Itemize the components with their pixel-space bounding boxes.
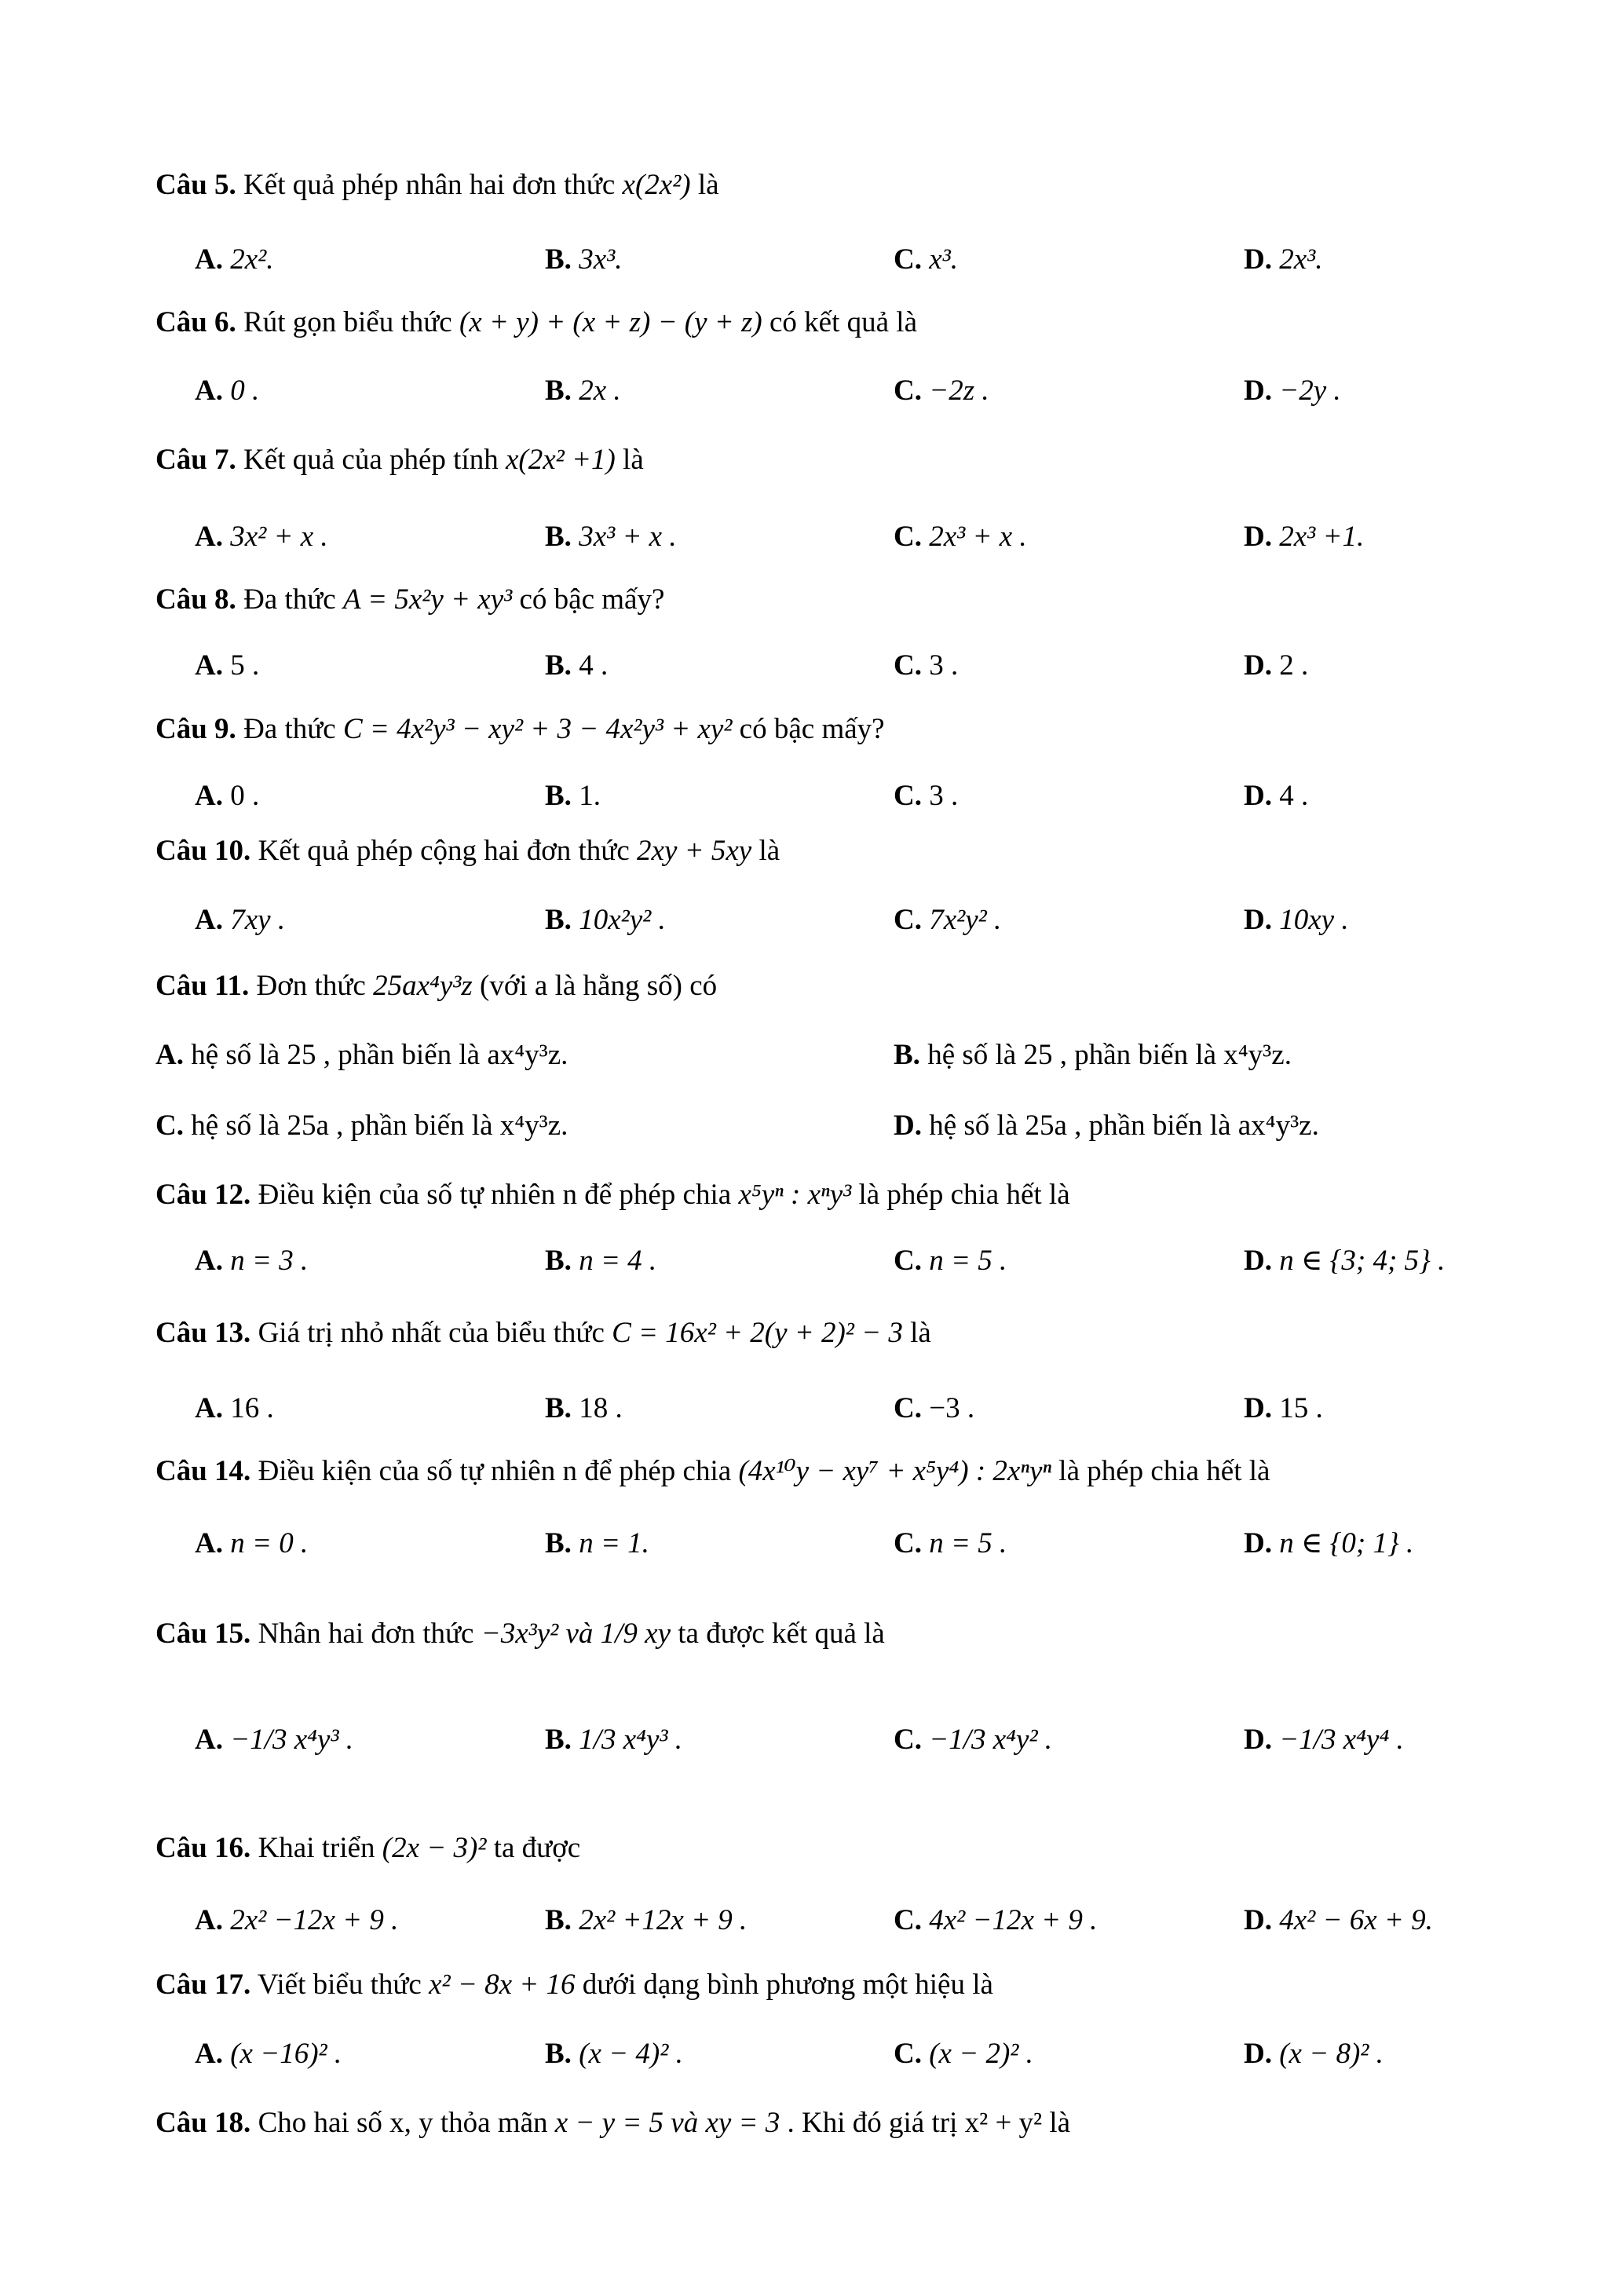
option-c[interactable]: C. n = 5 . xyxy=(894,1527,1007,1559)
question-tail: dưới dạng bình phương một hiệu là xyxy=(582,1969,993,2001)
question-expression: x² − 8x + 16 xyxy=(429,1969,576,2001)
question-tail: là xyxy=(758,835,780,867)
option-a[interactable]: A. 2x² −12x + 9 . xyxy=(195,1904,399,1936)
question-tail: có kết quả là xyxy=(769,306,917,338)
question-10 xyxy=(155,831,1506,872)
question-number: Câu 13. xyxy=(155,1317,251,1349)
question-expression: x(2x²) xyxy=(622,169,691,201)
answer-options-6 xyxy=(195,371,1545,418)
option-b[interactable]: B. n = 1. xyxy=(545,1527,649,1559)
option-a[interactable]: A. 5 . xyxy=(195,649,260,682)
answer-options-13 xyxy=(195,1388,1545,1435)
option-c[interactable]: C. 7x²y² . xyxy=(894,904,1002,936)
question-text: Đa thức xyxy=(243,713,336,745)
question-text: Kết quả của phép tính xyxy=(243,444,499,476)
question-14 xyxy=(155,1451,1506,1492)
question-number: Câu 10. xyxy=(155,835,251,867)
question-number: Câu 12. xyxy=(155,1179,251,1211)
option-b[interactable]: B. n = 4 . xyxy=(545,1245,657,1277)
option-b[interactable]: B. hệ số là 25 , phần biến là x⁴y³z. xyxy=(894,1039,1292,1071)
question-expression: (2x − 3)² xyxy=(382,1832,487,1864)
question-17 xyxy=(155,1965,1506,2005)
question-number: Câu 6. xyxy=(155,306,236,338)
question-expression: x⁵yⁿ : xⁿy³ xyxy=(738,1179,852,1211)
option-a[interactable]: A. n = 0 . xyxy=(195,1527,309,1559)
option-c[interactable]: C. 4x² −12x + 9 . xyxy=(894,1904,1098,1936)
answer-options-15 xyxy=(195,1720,1545,1767)
question-number: Câu 15. xyxy=(155,1618,251,1650)
question-number: Câu 17. xyxy=(155,1969,251,2001)
question-expression: x(2x² +1) xyxy=(505,444,616,476)
answer-options-11-row1 xyxy=(155,1035,1569,1082)
option-a[interactable]: A. 16 . xyxy=(195,1392,274,1424)
option-d[interactable]: D. 4 . xyxy=(1244,780,1309,812)
option-a[interactable]: A. 7xy . xyxy=(195,904,286,936)
question-text: Kết quả phép cộng hai đơn thức xyxy=(258,835,630,867)
answer-options-14 xyxy=(195,1523,1545,1570)
question-number: Câu 8. xyxy=(155,583,236,616)
option-d[interactable]: D. n ∈ {3; 4; 5} . xyxy=(1244,1245,1446,1277)
question-text: Nhân hai đơn thức xyxy=(258,1618,474,1650)
option-a[interactable]: A. 0 . xyxy=(195,780,260,812)
question-number: Câu 5. xyxy=(155,169,236,201)
question-text: Kết quả phép nhân hai đơn thức xyxy=(243,169,616,201)
option-c[interactable]: C. 3 . xyxy=(894,780,959,812)
question-text: Khai triển xyxy=(258,1832,375,1864)
question-16 xyxy=(155,1828,1506,1869)
question-7 xyxy=(155,440,1506,481)
option-a[interactable]: A. (x −16)² . xyxy=(195,2038,342,2070)
option-b[interactable]: B. 2x . xyxy=(545,375,621,407)
question-12 xyxy=(155,1175,1506,1216)
question-text: Đa thức xyxy=(243,583,336,616)
option-a[interactable]: A. 0 . xyxy=(195,375,260,407)
option-b[interactable]: B. 3x³ + x . xyxy=(545,521,677,553)
answer-options-7 xyxy=(195,517,1545,564)
question-text: Đơn thức xyxy=(256,970,366,1002)
option-a[interactable]: A. 3x² + x . xyxy=(195,521,328,553)
question-5 xyxy=(155,165,1506,206)
option-b[interactable]: B. 3x³. xyxy=(545,243,623,276)
option-a[interactable]: A. n = 3 . xyxy=(195,1245,309,1277)
option-d[interactable]: D. (x − 8)² . xyxy=(1244,2038,1384,2070)
question-tail: ta được xyxy=(493,1832,581,1864)
option-d[interactable]: D. 15 . xyxy=(1244,1392,1323,1424)
question-expression: C = 4x²y³ − xy² + 3 − 4x²y³ + xy² xyxy=(342,713,733,745)
option-d[interactable]: D. −1/3 x⁴y⁴ . xyxy=(1244,1724,1404,1756)
answer-options-12 xyxy=(195,1241,1545,1288)
option-d[interactable]: D. −2y . xyxy=(1244,375,1341,407)
option-c[interactable]: C. hệ số là 25a , phần biến là x⁴y³z. xyxy=(155,1110,568,1142)
question-9 xyxy=(155,709,1506,750)
option-b[interactable]: B. 2x² +12x + 9 . xyxy=(545,1904,748,1936)
answer-options-17 xyxy=(195,2034,1545,2081)
question-expression: C = 16x² + 2(y + 2)² − 3 xyxy=(612,1317,903,1349)
question-tail: là phép chia hết là xyxy=(1058,1455,1270,1487)
question-text: Viết biểu thức xyxy=(257,1969,422,2001)
option-c[interactable]: C. (x − 2)² . xyxy=(894,2038,1033,2070)
question-expression: (x + y) + (x + z) − (y + z) xyxy=(459,306,762,338)
option-d[interactable]: D. 10xy . xyxy=(1244,904,1349,936)
question-tail: có bậc mấy? xyxy=(519,583,665,616)
option-c[interactable]: C. −1/3 x⁴y² . xyxy=(894,1724,1053,1756)
answer-options-11-row2 xyxy=(155,1106,1569,1153)
question-tail: ta được kết quả là xyxy=(678,1618,885,1650)
option-b[interactable]: B. (x − 4)² . xyxy=(545,2038,683,2070)
option-b[interactable]: B. 1/3 x⁴y³ . xyxy=(545,1724,683,1756)
answer-options-5 xyxy=(195,239,1545,287)
question-number: Câu 9. xyxy=(155,713,236,745)
option-a[interactable]: A. −1/3 x⁴y³ . xyxy=(195,1724,354,1756)
question-number: Câu 11. xyxy=(155,970,250,1002)
option-b[interactable]: B. 1. xyxy=(545,780,601,812)
option-d[interactable]: D. n ∈ {0; 1} . xyxy=(1244,1527,1414,1559)
question-text: Cho hai số x, y thỏa mãn xyxy=(258,2107,548,2139)
question-expression: (4x¹⁰y − xy⁷ + x⁵y⁴) : 2xⁿyⁿ xyxy=(738,1455,1052,1487)
option-c[interactable]: C. x³. xyxy=(894,243,958,276)
question-text: Giá trị nhỏ nhất của biểu thức xyxy=(258,1317,605,1349)
option-c[interactable]: C. n = 5 . xyxy=(894,1245,1007,1277)
option-a[interactable]: A. hệ số là 25 , phần biến là ax⁴y³z. xyxy=(155,1039,568,1071)
question-expression: A = 5x²y + xy³ xyxy=(342,583,513,616)
option-c[interactable]: C. −3 . xyxy=(894,1392,975,1424)
option-c[interactable]: C. −2z . xyxy=(894,375,989,407)
option-b[interactable]: B. 4 . xyxy=(545,649,609,682)
option-d[interactable]: D. 2 . xyxy=(1244,649,1309,682)
answer-options-16 xyxy=(195,1900,1545,1947)
question-number: Câu 14. xyxy=(155,1455,251,1487)
question-expression: −3x³y² và 1/9 xy xyxy=(481,1618,671,1650)
question-tail: là xyxy=(910,1317,931,1349)
question-expression: 2xy + 5xy xyxy=(637,835,752,867)
question-text: Điều kiện của số tự nhiên n để phép chia xyxy=(258,1455,732,1487)
option-c[interactable]: C. 2x³ + x . xyxy=(894,521,1027,553)
answer-options-9 xyxy=(195,776,1545,823)
question-expression: x − y = 5 và xy = 3 xyxy=(554,2107,780,2139)
question-tail: là xyxy=(623,444,644,476)
question-tail: là phép chia hết là xyxy=(858,1179,1070,1211)
option-d[interactable]: D. 4x² − 6x + 9. xyxy=(1244,1904,1433,1936)
option-b[interactable]: B. 10x²y² . xyxy=(545,904,666,936)
question-number: Câu 16. xyxy=(155,1832,251,1864)
question-13 xyxy=(155,1313,1506,1354)
question-tail: có bậc mấy? xyxy=(739,713,885,745)
question-18 xyxy=(155,2103,1506,2144)
question-tail: . Khi đó giá trị x² + y² là xyxy=(787,2107,1071,2139)
question-number: Câu 18. xyxy=(155,2107,251,2139)
question-text: Điều kiện của số tự nhiên n để phép chia xyxy=(258,1179,732,1211)
option-d[interactable]: D. 2x³ +1. xyxy=(1244,521,1365,553)
option-b[interactable]: B. 18 . xyxy=(545,1392,623,1424)
question-tail: là xyxy=(697,169,719,201)
question-number: Câu 7. xyxy=(155,444,236,476)
option-d[interactable]: D. hệ số là 25a , phần biến là ax⁴y³z. xyxy=(894,1110,1319,1142)
question-expression: 25ax⁴y³z xyxy=(373,970,473,1002)
question-tail: (với a là hằng số) có xyxy=(480,970,718,1002)
question-15 xyxy=(155,1614,1506,1654)
question-11 xyxy=(155,966,1506,1007)
option-d[interactable]: D. 2x³. xyxy=(1244,243,1323,276)
answer-options-8 xyxy=(195,645,1545,693)
option-a[interactable]: A. 2x². xyxy=(195,243,274,276)
answer-options-10 xyxy=(195,900,1545,947)
question-6 xyxy=(155,302,1506,343)
option-c[interactable]: C. 3 . xyxy=(894,649,959,682)
question-8 xyxy=(155,579,1506,620)
question-text: Rút gọn biểu thức xyxy=(243,306,452,338)
